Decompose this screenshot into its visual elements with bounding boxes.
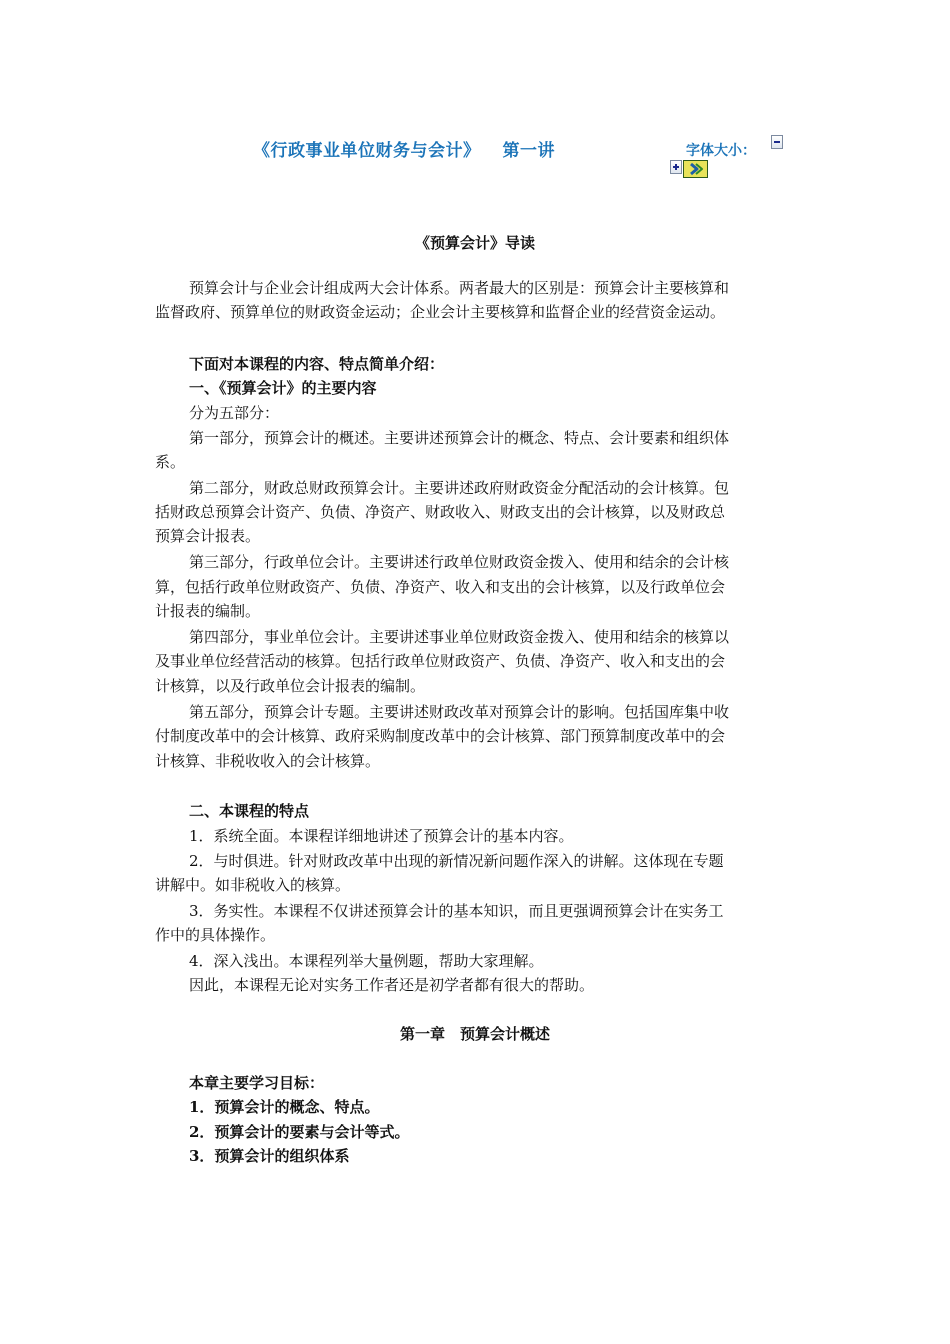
objective-item: 2．预算会计的要素与会计等式。 [189, 1123, 410, 1141]
feature-item: 讲解中。如非税收入的核算。 [155, 876, 351, 894]
feature-item: 2．与时俱进。针对财政改革中出现的新情况新问题作深入的讲解。这体现在专题 [189, 852, 724, 870]
part1-line: 第一部分，预算会计的概述。主要讲述预算会计的概念、特点、会计要素和组织体 [189, 429, 730, 447]
objective-item: 3．预算会计的组织体系 [189, 1147, 350, 1165]
arrow-icon [688, 162, 704, 176]
parts-intro: 分为五部分： [189, 404, 280, 422]
minus-icon [774, 141, 780, 143]
part5-line: 第五部分，预算会计专题。主要讲述财政改革对预算会计的影响。包括国库集中收 [189, 703, 730, 721]
part3-line: 计报表的编制。 [155, 602, 261, 620]
part3-line: 算，包括行政单位财政资产、负债、净资产、收入和支出的会计核算，以及行政单位会 [155, 578, 726, 596]
lecture-number: 第一讲 [502, 141, 555, 161]
part2-line: 预算会计报表。 [155, 527, 261, 545]
part4-line: 第四部分，事业单位会计。主要讲述事业单位财政资金拨入、使用和结余的核算以 [189, 628, 730, 646]
part2-line: 括财政总预算会计资产、负债、净资产、财政收入、财政支出的会计核算，以及财政总 [155, 503, 726, 521]
chapter-title: 第一章 预算会计概述 [399, 1025, 550, 1043]
part3-line: 第三部分，行政单位会计。主要讲述行政单位财政资金拨入、使用和结余的会计核 [189, 553, 730, 571]
section-lead: 下面对本课程的内容、特点简单介绍： [189, 355, 445, 373]
feature-item: 4．深入浅出。本课程列举大量例题，帮助大家理解。 [189, 952, 544, 970]
course-title [253, 136, 555, 161]
font-size-label: 字体大小： [686, 143, 756, 159]
features-conclusion: 因此，本课程无论对实务工作者还是初学者都有很大的帮助。 [189, 976, 595, 994]
section-heading-features: 二、本课程的特点 [189, 802, 310, 820]
feature-item: 1．系统全面。本课程详细地讲述了预算会计的基本内容。 [189, 827, 574, 845]
section-heading-content: 一、《预算会计》的主要内容 [189, 379, 377, 397]
part2-line: 第二部分，财政总财政预算会计。主要讲述政府财政资金分配活动的会计核算。包 [189, 479, 730, 497]
feature-item: 作中的具体操作。 [155, 926, 276, 944]
intro-heading: 《预算会计》导读 [414, 234, 535, 252]
part5-line: 计核算、非税收收入的会计核算。 [155, 752, 381, 770]
part4-line: 及事业单位经营活动的核算。包括行政单位财政资产、负债、净资产、收入和支出的会 [155, 652, 726, 670]
intro-line: 预算会计与企业会计组成两大会计体系。两者最大的区别是：预算会计主要核算和 [189, 279, 730, 297]
part5-line: 付制度改革中的会计核算、政府采购制度改革中的会计核算、部门预算制度改革中的会 [155, 727, 726, 745]
course-name: 《行政事业单位财务与会计》 [253, 141, 481, 161]
objective-item: 1．预算会计的概念、特点。 [189, 1098, 380, 1116]
intro-line: 监督政府、预算单位的财政资金运动；企业会计主要核算和监督企业的经营资金运动。 [155, 303, 726, 321]
feature-item: 3．务实性。本课程不仅讲述预算会计的基本知识，而且更强调预算会计在实务工 [189, 902, 724, 920]
font-decrease-button[interactable] [771, 135, 783, 149]
part1-line: 系。 [155, 453, 186, 471]
objectives-heading: 本章主要学习目标： [189, 1074, 325, 1092]
font-reset-button[interactable] [683, 160, 708, 178]
font-increase-button[interactable] [670, 160, 682, 174]
part4-line: 计核算，以及行政单位会计报表的编制。 [155, 677, 426, 695]
